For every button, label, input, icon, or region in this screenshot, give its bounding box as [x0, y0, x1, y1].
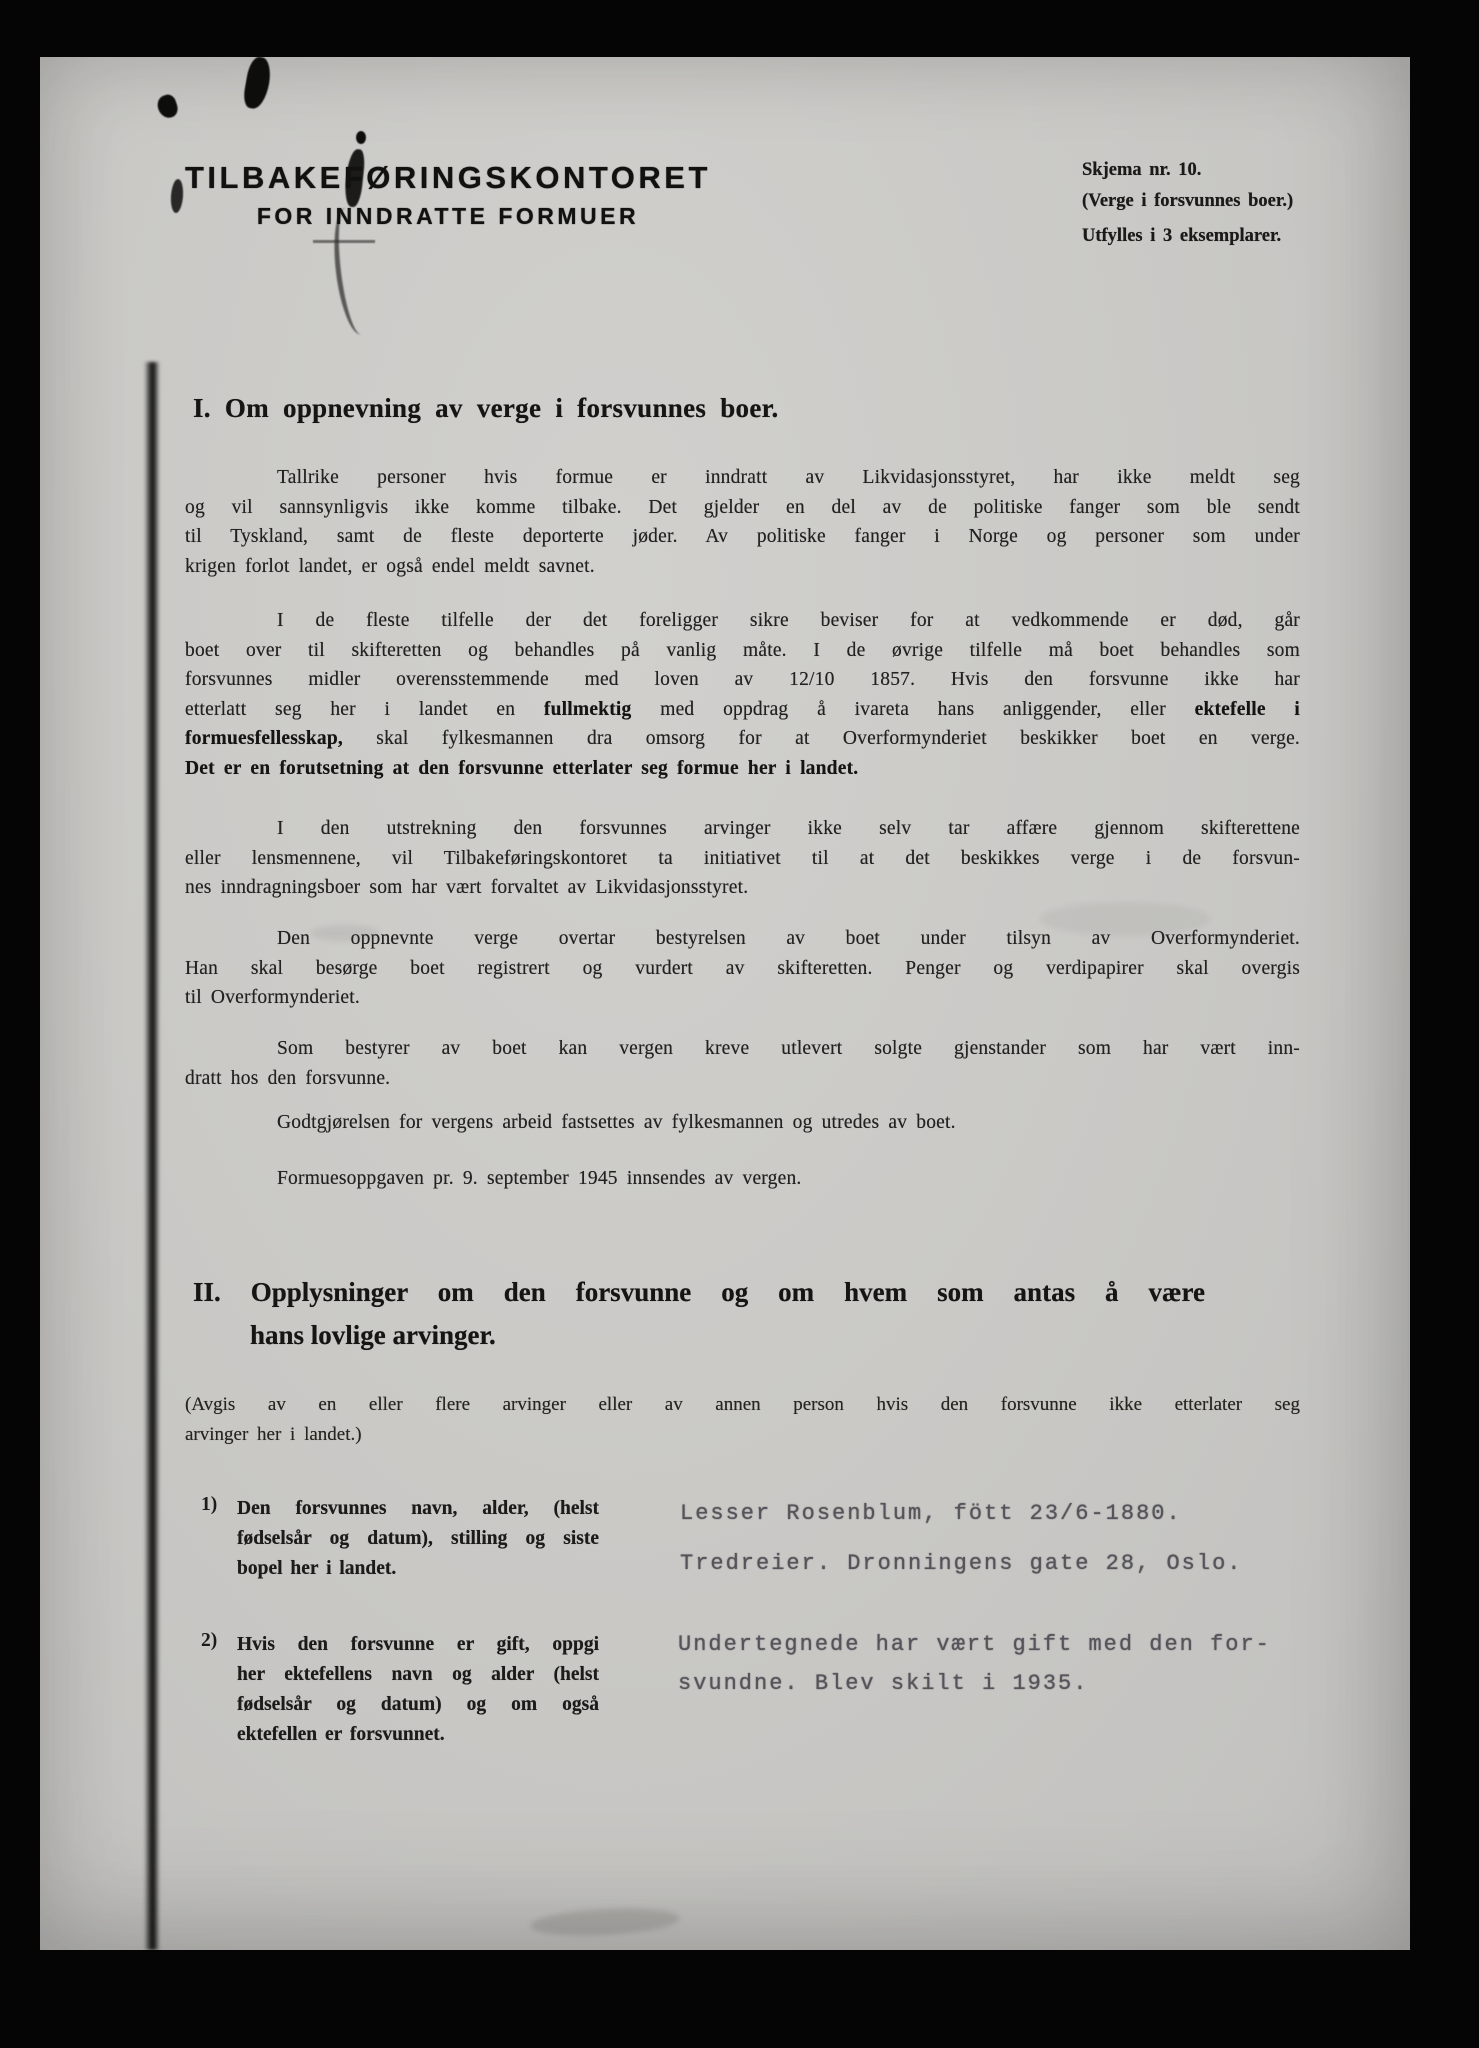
- bold-text-segment: Det er en forutsetning at den forsvunne etterlater seg formue her i landet.: [185, 757, 859, 779]
- text-line: bopel her i landet.: [237, 1558, 397, 1579]
- document-page: [40, 57, 1410, 1950]
- text-line: I den utstrekning den forsvunnes arvinger ikke selv tar affære gjennom skifterettene: [277, 818, 1300, 839]
- text-segment: skal fylkesmannen dra omsorg for at Overformynderiet beskikker boet en verge.: [342, 728, 1300, 750]
- text-line: Tallrike personer hvis formue er inndratt av Likvidasjonsstyret, har ikke meldt seg: [277, 467, 1300, 488]
- bold-text-segment: fullmektig: [543, 698, 632, 720]
- text-line: ektefellen er forsvunnet.: [237, 1724, 445, 1745]
- section-2-note: [185, 1390, 1300, 1450]
- paragraph-3: [185, 814, 1300, 903]
- text-segment: etterlatt seg her i landet en: [185, 698, 544, 720]
- ink-blot: [170, 179, 184, 214]
- ink-blot: [356, 131, 366, 144]
- text-line: hans lovlige arvinger.: [250, 1320, 496, 1350]
- text-line: nes inndragningsboer som har vært forvaltet av Likvidasjonsstyret.: [185, 877, 749, 899]
- text-line: Godtgjørelsen for vergens arbeid fastsettes av fylkesmannen og utredes av boet.: [277, 1112, 956, 1133]
- text-line: Hvis den forsvunne er gift, oppgi: [237, 1634, 599, 1655]
- text-line: fødselsår og datum) og om også: [237, 1694, 599, 1715]
- item-1-label: [237, 1494, 599, 1584]
- item-2-label: [237, 1630, 599, 1750]
- text-line: boet over til skifteretten og behandles på vanlig måte. I de øvrige tilfelle må boet behandles som: [185, 639, 1300, 661]
- text-line: [185, 695, 1300, 725]
- paragraph-5: [185, 1034, 1300, 1093]
- pencil-smudge: [529, 1905, 680, 1939]
- text-line: Som bestyrer av boet kan vergen kreve utlevert solgte gjenstander som har vært inn-: [277, 1038, 1300, 1059]
- text-line: krigen forlot landet, er også endel meldt savnet.: [185, 555, 595, 577]
- item-1-typed-answer: [680, 1489, 1242, 1589]
- office-name-line1: TILBAKEFØRINGSKONTORET: [185, 160, 711, 195]
- ink-blot: [155, 93, 180, 121]
- text-line: her ektefellens navn og alder (helst: [237, 1664, 599, 1685]
- text-line: til Overformynderiet.: [185, 987, 360, 1009]
- office-letterhead: [185, 160, 711, 230]
- letterhead-rule: [313, 240, 375, 243]
- office-name-line2: FOR INNDRATTE FORMUER: [256, 203, 640, 229]
- text-line: dratt hos den forsvunne.: [185, 1067, 391, 1089]
- text-line: Formuesoppgaven pr. 9. september 1945 innsendes av vergen.: [277, 1168, 802, 1189]
- text-line: Den forsvunnes navn, alder, (helst: [237, 1498, 599, 1519]
- item-1-number: 1): [201, 1494, 218, 1515]
- text-line: til Tyskland, samt de fleste deporterte jøder. Av politiske fanger i Norge og personer som under: [185, 526, 1300, 548]
- text-line: arvinger her i landet.): [185, 1424, 362, 1445]
- text-line: (Avgis av en eller flere arvinger eller av annen person hvis den forsvunne ikke etterlater seg: [185, 1394, 1300, 1415]
- bold-text-segment: ektefelle i: [1194, 698, 1300, 720]
- text-line: [185, 754, 1300, 784]
- paragraph-7: [185, 1164, 1300, 1194]
- text-segment: med oppdrag å ivareta hans anliggender, eller: [631, 698, 1195, 720]
- text-line: [185, 724, 1300, 754]
- section-1-heading: I. Om oppnevning av verge i forsvunnes boer.: [193, 393, 779, 423]
- text-line: Tredreier. Dronningens gate 28, Oslo.: [680, 1551, 1243, 1576]
- paragraph-1: [185, 463, 1300, 581]
- item-2-typed-answer: [678, 1625, 1271, 1703]
- text-line: og vil sannsynligvis ikke komme tilbake. Det gjelder en del av de politiske fanger som ble sendt: [185, 496, 1300, 518]
- bold-text-segment: formuesfellesskap,: [185, 728, 343, 750]
- section-2-heading: [193, 1271, 1205, 1357]
- gutter-fold-shadow: [144, 362, 160, 1950]
- paragraph-6: [185, 1108, 1300, 1138]
- text-line: Lesser Rosenblum, fött 23/6-1880.: [680, 1501, 1182, 1526]
- text-line: eller lensmennene, vil Tilbakeføringskontoret ta initiativet til at det beskikkes verge i de forsvun-: [185, 847, 1300, 869]
- text-line: Undertegnede har vært gift med den for-: [678, 1632, 1271, 1657]
- paragraph-4: [185, 924, 1300, 1013]
- form-number: Skjema nr. 10.: [1082, 160, 1202, 180]
- copies-instruction: Utfylles i 3 eksemplarer.: [1082, 226, 1282, 246]
- ink-blot: [242, 55, 274, 110]
- text-line: svundne. Blev skilt i 1935.: [678, 1671, 1089, 1696]
- text-line: II. Opplysninger om den forsvunne og om hvem som antas å være: [193, 1277, 1205, 1307]
- item-2-number: 2): [201, 1630, 218, 1651]
- form-meta-block: [1082, 155, 1293, 252]
- text-line: forsvunnes midler overensstemmende med loven av 12/10 1857. Hvis den forsvunne ikke har: [185, 669, 1300, 691]
- form-number-note: (Verge i forsvunnes boer.): [1082, 191, 1294, 211]
- paragraph-2: [185, 606, 1300, 784]
- text-line: I de fleste tilfelle der det foreligger sikre beviser for at vedkommende er død, går: [277, 610, 1300, 631]
- text-line: Den oppnevnte verge overtar bestyrelsen av boet under tilsyn av Overformynderiet.: [277, 928, 1300, 949]
- text-line: fødselsår og datum), stilling og siste: [237, 1528, 599, 1549]
- text-line: Han skal besørge boet registrert og vurdert av skifteretten. Penger og verdipapirer skal overgis: [185, 957, 1300, 979]
